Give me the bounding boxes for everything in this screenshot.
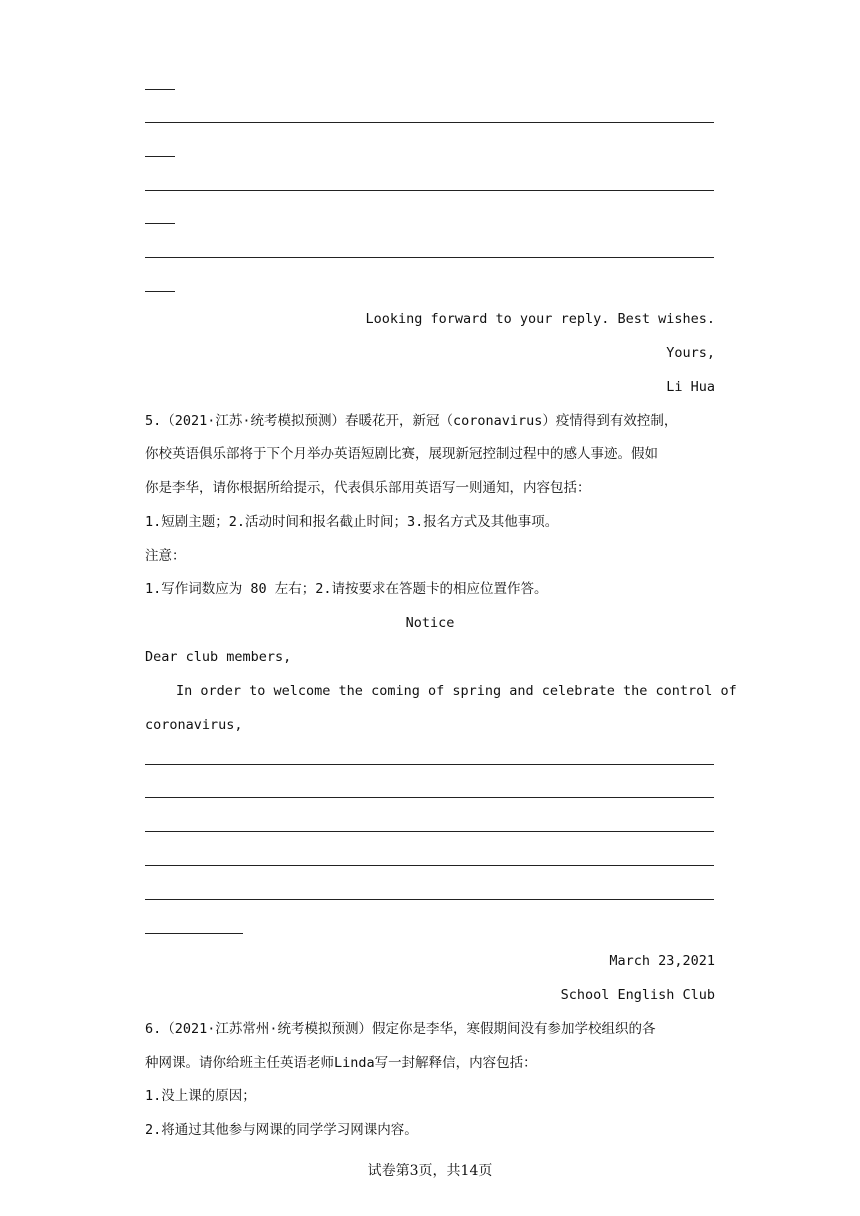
q5-note-label: 注意： (145, 548, 186, 564)
answer-line (145, 223, 175, 224)
answer-line (145, 190, 714, 191)
notice-title: Notice (405, 615, 455, 631)
answer-line (145, 764, 714, 765)
answer-line (145, 89, 175, 90)
answer-line (145, 257, 714, 258)
q6-prompt-line: 1.没上课的原因； (145, 1088, 256, 1104)
answer-line (145, 865, 714, 866)
answer-line (145, 933, 243, 934)
answer-line (145, 291, 175, 292)
answer-line (145, 899, 714, 900)
q5-prompt-line: 1.短剧主题；2.活动时间和报名截止时间；3.报名方式及其他事项。 (145, 514, 559, 530)
reply-line: Looking forward to your reply. Best wishes. (365, 311, 715, 327)
answer-line (145, 797, 714, 798)
q6-prompt-line: 种网课。请你给班主任英语老师Linda写一封解释信，内容包括： (145, 1055, 537, 1071)
q5-note-line: 1.写作词数应为 80 左右；2.请按要求在答题卡的相应位置作答。 (145, 581, 548, 597)
answer-line (145, 122, 714, 123)
q5-prompt-line: 你校英语俱乐部将于下个月举办英语短剧比赛，展现新冠控制过程中的感人事迹。假如 (145, 446, 658, 462)
notice-body-line: coronavirus, (145, 717, 243, 733)
q6-prompt-line: 2.将通过其他参与网课的同学学习网课内容。 (145, 1122, 418, 1138)
closing-yours: Yours, (666, 345, 715, 361)
notice-date: March 23,2021 (609, 953, 715, 969)
closing-signature: Li Hua (666, 379, 715, 395)
notice-body-line: In order to welcome the coming of spring and celebrate the control of (176, 683, 737, 699)
q5-prompt-line: 5.（2021·江苏·统考模拟预测）春暖花开，新冠（coronavirus）疫情得到有效控制， (145, 413, 678, 429)
page-footer: 试卷第3页，共14页 (367, 1163, 493, 1179)
q6-prompt-line: 6.（2021·江苏常州·统考模拟预测）假定你是李华，寒假期间没有参加学校组织的各 (145, 1021, 656, 1037)
answer-line (145, 831, 714, 832)
answer-line (145, 156, 175, 157)
notice-greeting: Dear club members, (145, 649, 292, 665)
notice-sign: School English Club (560, 987, 715, 1003)
q5-prompt-line: 你是李华，请你根据所给提示，代表俱乐部用英语写一则通知，内容包括： (145, 480, 591, 496)
